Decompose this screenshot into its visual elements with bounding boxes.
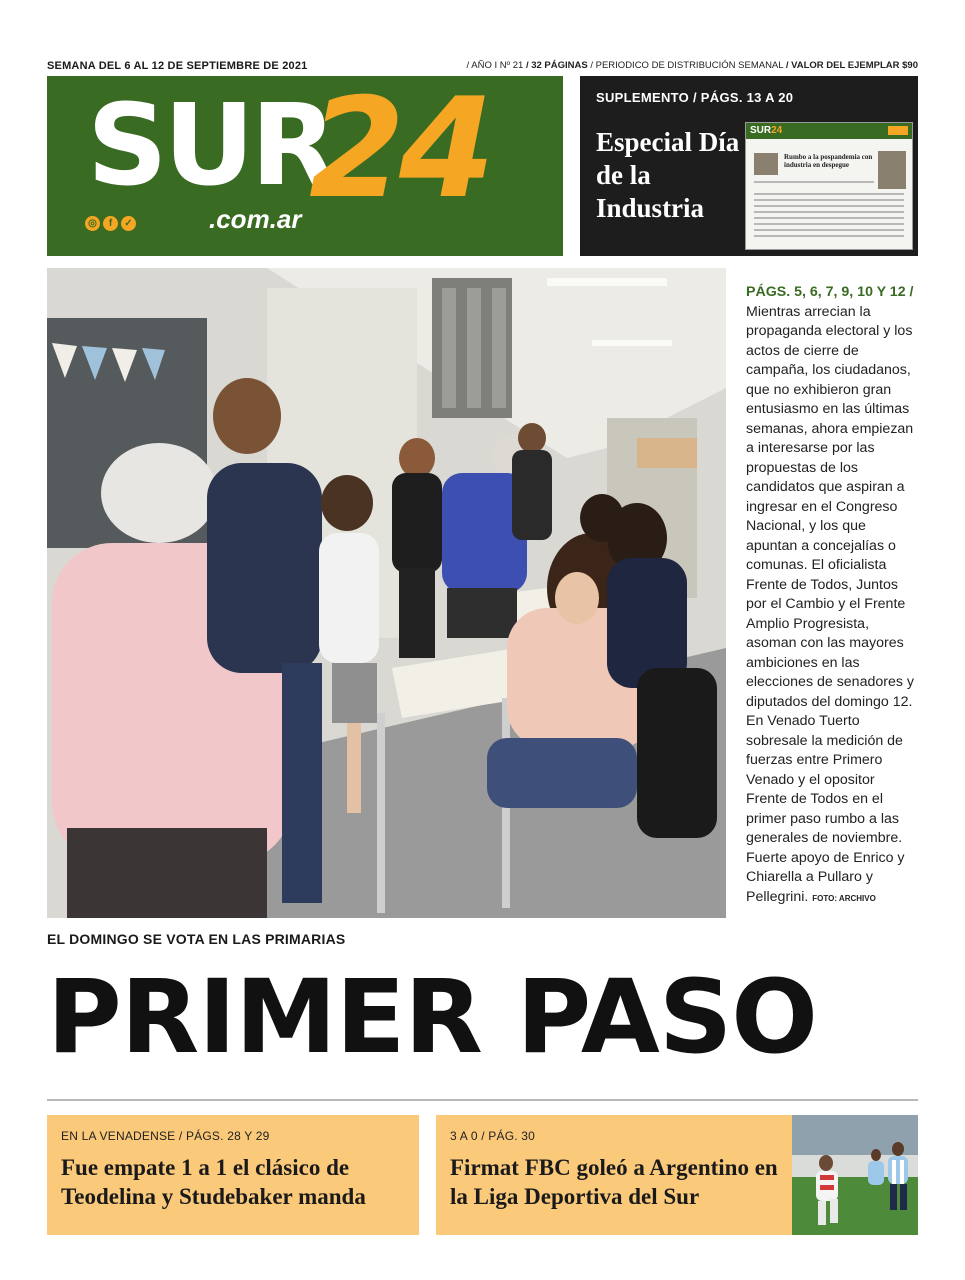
teaser-label: EN LA VENADENSE / PÁGS. 28 Y 29	[61, 1129, 270, 1143]
issue-date: SEMANA DEL 6 AL 12 DE SEPTIEMBRE DE 2021	[47, 60, 308, 72]
issue-meta	[467, 60, 919, 71]
facebook-icon[interactable]: f	[103, 216, 118, 231]
teaser-title: Firmat FBC goleó a Argentino en la Liga Deportiva del Sur	[450, 1155, 778, 1209]
logo-text: SUR	[87, 81, 333, 211]
twitter-icon[interactable]: ✓	[121, 216, 136, 231]
issue-pages: / 32 PÁGINAS	[525, 60, 588, 71]
masthead	[47, 68, 563, 256]
supplement-title: Especial Día de la Industria	[596, 127, 740, 223]
teaser-title: Fue empate 1 a 1 el clásico de Teodelina y Studebaker manda	[61, 1155, 366, 1209]
photo-credit: FOTO: ARCHIVO	[812, 893, 876, 903]
supplement-box[interactable]	[580, 76, 918, 256]
article-page-ref: PÁGS. 5, 6, 7, 9, 10 Y 12 /	[746, 284, 914, 300]
supplement-thumbnail	[745, 122, 913, 250]
main-photo	[47, 268, 726, 918]
lead-article	[746, 283, 918, 908]
issue-distribution: / PERIODICO DE DISTRIBUCIÓN SEMANAL	[590, 60, 784, 71]
thumbnail-badge	[888, 126, 908, 135]
instagram-icon[interactable]: ◎	[85, 216, 100, 231]
teaser-label: 3 A 0 / PÁG. 30	[450, 1129, 536, 1143]
headline-kicker: EL DOMINGO SE VOTA EN LAS PRIMARIAS	[47, 931, 346, 947]
logo-domain: .com.ar	[209, 204, 302, 234]
divider	[47, 1099, 918, 1101]
thumbnail-portrait	[754, 153, 778, 175]
soccer-photo	[792, 1115, 918, 1235]
issue-price: / VALOR DEL EJEMPLAR $90	[785, 60, 918, 71]
main-headline: PRIMER PASO	[47, 958, 817, 1077]
article-body: Mientras arrecian la propaganda electoral y los actos de cierre de campaña, los ciudadanos, que no exhibieron gran entusiasmo en las últimas semanas, ahora empiezan a interesarse por las propuestas de los candidatos que aspiran a ingresar en el Congreso Nacional, y los que apuntan a concejalías o comunas. El oficialista Frente de Todos, Juntos por el Cambio y el Frente Amplio Progresista, asoman con las mayores ambiciones en las elecciones de senadores y diputados del domingo 12. En Venado Tuerto sobresale la medición de fuerzas entre Primero Venado y el opositor Frente de Todos en el primer paso rumbo a las generales de noviembre. Fuerte apoyo de Enrico y Chiarella a Pullaro y Pellegrini.	[746, 303, 914, 905]
thumbnail-header	[746, 123, 912, 139]
issue-year: / AÑO I Nº 21	[466, 60, 524, 71]
supplement-label: SUPLEMENTO / PÁGS. 13 A 20	[596, 90, 794, 105]
thumbnail-headline: Rumbo a la pospandemia con industria en despegue	[784, 153, 873, 169]
social-icons	[85, 216, 136, 231]
teaser-card[interactable]	[436, 1115, 792, 1235]
thumbnail-logo: SUR24	[750, 125, 783, 136]
thumbnail-portrait	[878, 151, 906, 189]
teaser-card[interactable]	[47, 1115, 419, 1235]
logo-number: 24	[309, 68, 490, 229]
